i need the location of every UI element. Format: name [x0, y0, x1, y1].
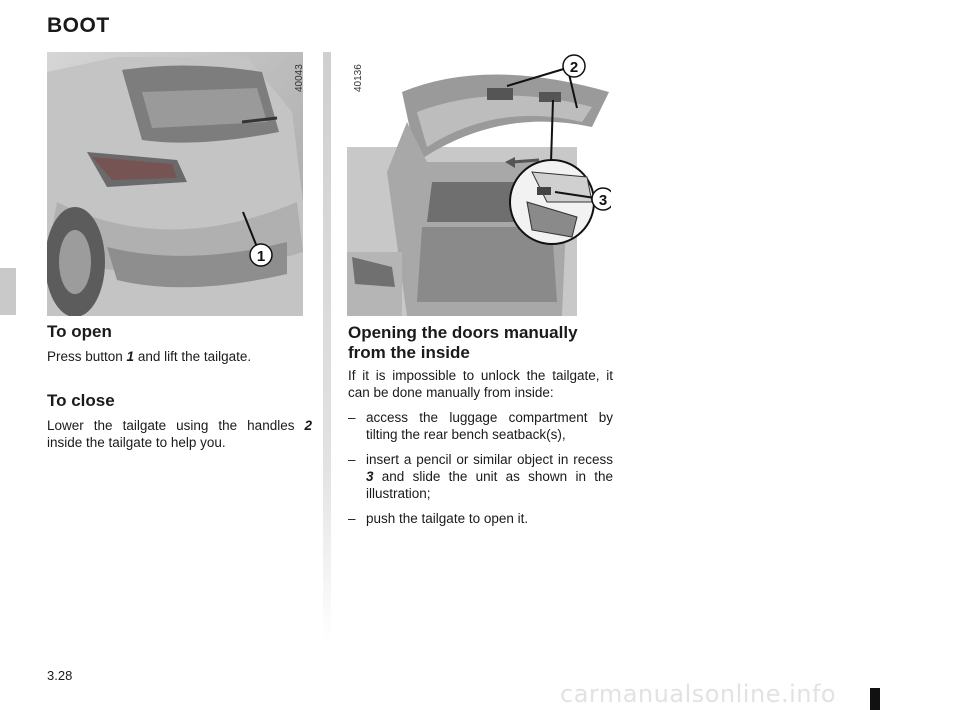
callout-1-label: 1: [256, 248, 266, 265]
manual-heading-line2: from the inside: [348, 343, 470, 362]
to-close-heading: To close: [47, 391, 115, 410]
watermark: carmanualsonline.info: [560, 680, 837, 708]
manual-step-2: – insert a pencil or similar object in recess 3 and slide the unit as shown in the illustration;: [348, 452, 613, 501]
corner-mark: [870, 688, 880, 710]
manual-opening-heading: [348, 323, 618, 363]
figure1-ref: 40043: [294, 64, 305, 92]
bullet-dash: –: [348, 452, 356, 467]
figure2-ref: 40136: [353, 64, 364, 92]
to-close-text: Lower the tailgate using the handles 2 inside the tailgate to help you.: [47, 418, 312, 450]
manual-heading-line1: Opening the doors manually: [348, 323, 578, 342]
page-number: 3.28: [47, 668, 73, 683]
manual-intro-text: If it is impossible to unlock the tailgate, it can be done manually from inside:: [348, 368, 613, 400]
callout-2-label: 2: [569, 59, 579, 76]
manual-step-3: – push the tailgate to open it.: [348, 511, 529, 526]
figure-rear-car: [47, 52, 303, 316]
bullet-dash: –: [348, 511, 356, 526]
to-open-text: Press button 1 and lift the tailgate.: [47, 349, 252, 364]
to-open-heading: To open: [47, 322, 112, 341]
section-tab: [0, 268, 16, 315]
page-title: BOOT: [47, 14, 110, 37]
figure-open-tailgate: [347, 52, 611, 316]
open-tailgate-illustration: [347, 52, 611, 316]
column-divider: [323, 52, 331, 642]
manual-step-1: – access the luggage compartment by tilting the rear bench seatback(s),: [348, 410, 613, 442]
rear-car-illustration: [47, 52, 303, 316]
bullet-dash: –: [348, 410, 356, 425]
callout-3-label: 3: [598, 192, 608, 209]
